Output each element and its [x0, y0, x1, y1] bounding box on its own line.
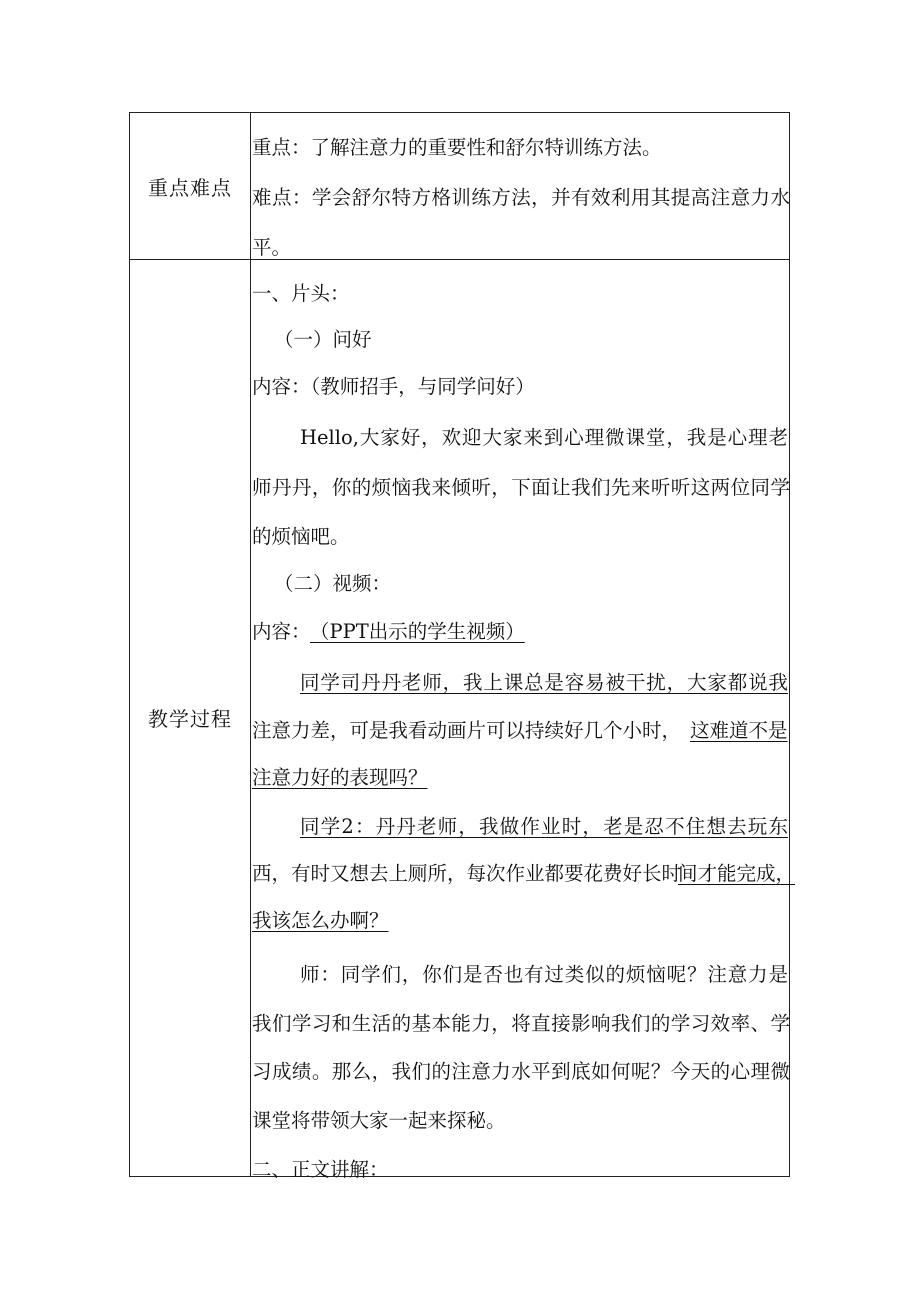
- difficulty-line-cont: 平。: [252, 236, 292, 259]
- dialogue-line: 注意力差，可是我看动画片可以持续好几个小时，: [252, 719, 682, 742]
- content-line: 内容：（教师招手，与同学问好）: [252, 375, 535, 398]
- section-heading: 一、片头：: [252, 282, 350, 305]
- paragraph-line: Hello,大家好，欢迎大家来到心理微课堂，我是心理老: [300, 426, 788, 449]
- process-label: 教学过程: [148, 707, 232, 731]
- dialogue-underlined: 这难道不是: [690, 719, 788, 742]
- subsection-heading: （一）问好: [274, 328, 372, 351]
- row-divider: [130, 259, 789, 260]
- paragraph-line: 师丹丹，你的烦恼我来倾听，下面让我们先来听听这两位同学: [252, 476, 790, 499]
- paragraph-line: 的烦恼吧。: [252, 525, 350, 548]
- dialogue-line: 同学司丹丹老师，我上课总是容易被干扰，大家都说我: [300, 671, 788, 694]
- subsection-heading: （二）视频：: [274, 572, 392, 595]
- dialogue-line: 西，有时又想去上厕所，每次作业都要花费好长时: [252, 862, 682, 885]
- teacher-line: 师：同学们，你们是否也有过类似的烦恼呢？注意力是: [300, 963, 788, 986]
- teacher-line: 习成绩。那么，我们的注意力水平到底如何呢？今天的心理微: [252, 1060, 790, 1083]
- key-points-label: 重点难点: [148, 176, 232, 200]
- teacher-line: 课堂将带领大家一起来探秘。: [252, 1109, 506, 1132]
- dialogue-line: 注意力好的表现吗？: [252, 766, 428, 789]
- teacher-line: 我们学习和生活的基本能力，将直接影响我们的学习效率、学: [252, 1012, 790, 1035]
- key-point-line: 重点：了解注意力的重要性和舒尔特训练方法。: [252, 136, 662, 159]
- column-divider: [250, 113, 251, 1176]
- content-label: 内容：: [252, 620, 311, 643]
- dialogue-line: 我该怎么办啊？: [252, 909, 389, 932]
- difficulty-line: 难点：学会舒尔特方格训练方法，并有效利用其提高注意力水: [252, 186, 790, 209]
- dialogue-underlined: 间才能完成，: [678, 862, 796, 885]
- dialogue-line: 同学2：丹丹老师，我做作业时，老是忍不住想去玩东: [300, 815, 788, 838]
- lesson-plan-table: [129, 112, 796, 1181]
- section-heading: 二、正文讲解：: [252, 1158, 389, 1181]
- content-underlined: （PPT出示的学生视频）: [310, 620, 525, 643]
